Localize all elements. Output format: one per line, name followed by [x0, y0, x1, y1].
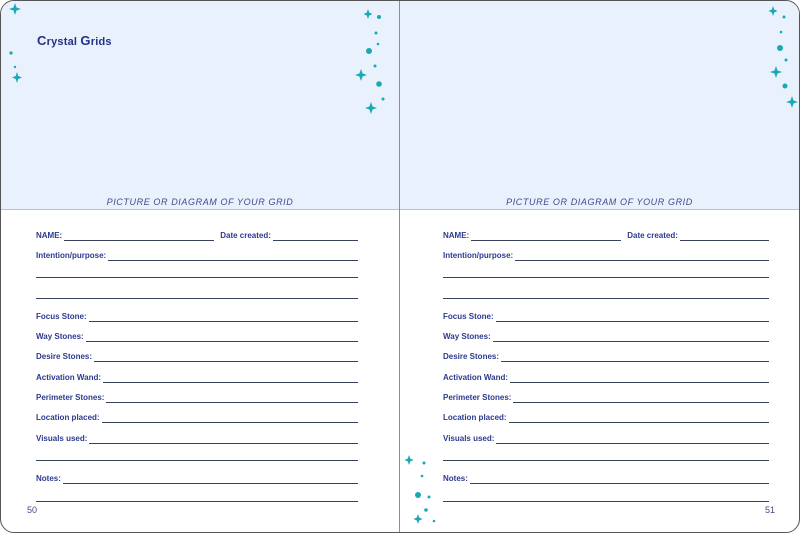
intention-line-3[interactable] [36, 298, 358, 299]
sparkle-star-icon [786, 96, 798, 108]
name-field[interactable] [471, 232, 621, 241]
date-created-label: Date created: [627, 231, 678, 240]
sparkle-star-icon [414, 514, 423, 524]
visuals-used-row [443, 432, 769, 444]
page-number: 50 [27, 505, 38, 515]
sparkle-star-icon [364, 9, 373, 19]
desire-stones-label: Desire Stones: [36, 352, 93, 361]
way-stones-label: Way Stones: [443, 332, 491, 341]
focus-stone-row [443, 310, 769, 322]
sparkle-star-icon [770, 66, 782, 78]
dot-icon [780, 31, 783, 34]
name-row [443, 229, 769, 241]
activation-wand-label: Activation Wand: [36, 373, 102, 382]
location-placed-label: Location placed: [443, 413, 507, 422]
dot-icon [377, 43, 380, 46]
way-stones-row [443, 330, 769, 342]
dot-icon [421, 475, 424, 478]
dot-icon [366, 48, 372, 54]
notes-field[interactable] [470, 475, 769, 484]
location-placed-row [36, 411, 358, 423]
perimeter-stones-row [443, 391, 769, 403]
name-label: NAME: [36, 231, 63, 240]
dot-icon [785, 59, 788, 62]
grid-caption: PICTURE OR DIAGRAM OF YOUR GRID [506, 197, 693, 207]
way-stones-field[interactable] [86, 333, 358, 342]
perimeter-stones-field[interactable] [513, 394, 769, 403]
desire-stones-field[interactable] [94, 353, 358, 362]
activation-wand-row [443, 371, 769, 383]
activation-wand-field[interactable] [103, 374, 358, 383]
sparkle-star-icon [405, 455, 414, 465]
left-page [1, 1, 399, 532]
visuals-used-label: Visuals used: [36, 434, 88, 443]
location-placed-field[interactable] [509, 414, 769, 423]
desire-stones-field[interactable] [501, 353, 769, 362]
grid-caption: PICTURE OR DIAGRAM OF YOUR GRID [106, 197, 294, 207]
dot-icon [376, 81, 382, 87]
visuals-used-field[interactable] [496, 435, 769, 444]
notes-line-2[interactable] [36, 501, 358, 502]
dot-icon [433, 520, 436, 523]
perimeter-stones-label: Perimeter Stones: [443, 393, 512, 402]
notes-row [36, 472, 358, 484]
name-label: NAME: [443, 231, 470, 240]
focus-stone-label: Focus Stone: [443, 312, 494, 321]
location-placed-label: Location placed: [36, 413, 100, 422]
intention-label: Intention/purpose: [443, 251, 514, 260]
activation-wand-field[interactable] [510, 374, 769, 383]
way-stones-label: Way Stones: [36, 332, 84, 341]
intention-label: Intention/purpose: [36, 251, 107, 260]
perimeter-stones-row [36, 391, 358, 403]
focus-stone-label: Focus Stone: [36, 312, 87, 321]
intention-row [443, 249, 769, 261]
sparkle-star-icon [355, 69, 367, 81]
visuals-used-label: Visuals used: [443, 434, 495, 443]
intention-field[interactable] [108, 252, 358, 261]
date-created-label: Date created: [220, 231, 271, 240]
focus-stone-field[interactable] [496, 313, 769, 322]
intention-line-3[interactable] [443, 298, 769, 299]
perimeter-stones-field[interactable] [106, 394, 358, 403]
sparkle-star-icon [12, 72, 22, 83]
location-placed-field[interactable] [102, 414, 358, 423]
notes-line-2[interactable] [443, 501, 769, 502]
notes-field[interactable] [63, 475, 358, 484]
dot-icon [374, 65, 377, 68]
intention-line-2[interactable] [36, 277, 358, 278]
sparkle-star-icon [9, 3, 21, 15]
page-number: 51 [764, 505, 775, 515]
way-stones-row [36, 330, 358, 342]
visuals-used-line-2[interactable] [443, 460, 769, 461]
dot-icon [14, 66, 16, 68]
desire-stones-row [443, 350, 769, 362]
visuals-used-row [36, 432, 358, 444]
way-stones-field[interactable] [493, 333, 769, 342]
dot-icon [424, 508, 428, 512]
dot-icon [777, 45, 783, 51]
activation-wand-label: Activation Wand: [443, 373, 509, 382]
dot-icon [377, 15, 381, 19]
dot-icon [375, 32, 378, 35]
dot-icon [415, 492, 421, 498]
intention-row [36, 249, 358, 261]
intention-line-2[interactable] [443, 277, 769, 278]
notes-label: Notes: [443, 474, 468, 483]
location-placed-row [443, 411, 769, 423]
dot-icon [382, 98, 385, 101]
notes-row [443, 472, 769, 484]
dot-icon [423, 462, 426, 465]
name-row [36, 229, 358, 241]
activation-wand-row [36, 371, 358, 383]
section-title: Crystal Grids [37, 33, 112, 48]
name-field[interactable] [64, 232, 214, 241]
sparkle-star-icon [365, 102, 377, 114]
date-created-field[interactable] [273, 232, 358, 241]
focus-stone-field[interactable] [89, 313, 358, 322]
right-page [400, 1, 799, 532]
dot-icon [9, 51, 12, 54]
perimeter-stones-label: Perimeter Stones: [36, 393, 105, 402]
desire-stones-label: Desire Stones: [443, 352, 500, 361]
sparkle-star-icon [769, 6, 778, 16]
visuals-used-field[interactable] [89, 435, 358, 444]
date-created-field[interactable] [680, 232, 769, 241]
notes-label: Notes: [36, 474, 61, 483]
visuals-used-line-2[interactable] [36, 460, 358, 461]
dot-icon [428, 496, 431, 499]
dot-icon [783, 84, 788, 89]
desire-stones-row [36, 350, 358, 362]
right-decorations [400, 1, 799, 532]
dot-icon [783, 16, 786, 19]
focus-stone-row [36, 310, 358, 322]
intention-field[interactable] [515, 252, 769, 261]
